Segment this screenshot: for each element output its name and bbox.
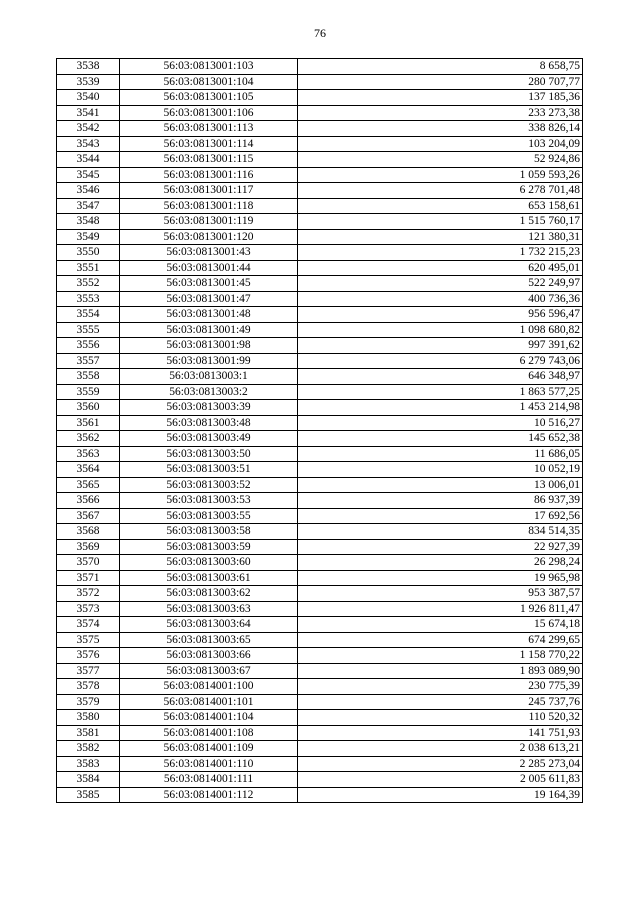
cadastral-value-cell: 10 516,27 [298,415,583,431]
cadastral-value-cell: 1 893 089,90 [298,663,583,679]
cadastral-value-cell: 620 495,01 [298,260,583,276]
row-number-cell: 3557 [57,353,120,369]
cadastral-value-cell: 17 692,56 [298,508,583,524]
table-row [57,539,583,555]
cadastral-number-cell: 56:03:0813001:98 [120,338,298,354]
table-row [57,90,583,106]
cadastral-value-cell: 956 596,47 [298,307,583,323]
cadastral-value-cell: 1 926 811,47 [298,601,583,617]
table-row [57,586,583,602]
cadastral-value-cell: 280 707,77 [298,74,583,90]
row-number-cell: 3543 [57,136,120,152]
table-row [57,710,583,726]
cadastral-value-cell: 1 453 214,98 [298,400,583,416]
cadastral-value-cell: 338 826,14 [298,121,583,137]
cadastral-value-cell: 1 515 760,17 [298,214,583,230]
cadastral-value-cell: 674 299,65 [298,632,583,648]
table-row [57,524,583,540]
cadastral-value-cell: 15 674,18 [298,617,583,633]
cadastral-value-cell: 245 737,76 [298,694,583,710]
cadastral-number-cell: 56:03:0813003:39 [120,400,298,416]
cadastral-value-cell: 121 380,31 [298,229,583,245]
row-number-cell: 3570 [57,555,120,571]
cadastral-number-cell: 56:03:0813001:44 [120,260,298,276]
row-number-cell: 3567 [57,508,120,524]
cadastral-number-cell: 56:03:0813003:52 [120,477,298,493]
cadastral-value-cell: 1 732 215,23 [298,245,583,261]
cadastral-value-cell: 230 775,39 [298,679,583,695]
cadastral-value-cell: 103 204,09 [298,136,583,152]
row-number-cell: 3573 [57,601,120,617]
row-number-cell: 3552 [57,276,120,292]
table-row [57,493,583,509]
row-number-cell: 3550 [57,245,120,261]
cadastral-number-cell: 56:03:0813003:65 [120,632,298,648]
table-row [57,679,583,695]
table-row [57,570,583,586]
cadastral-value-cell: 137 185,36 [298,90,583,106]
table-row [57,477,583,493]
cadastral-value-cell: 2 005 611,83 [298,772,583,788]
cadastral-value-cell: 2 285 273,04 [298,756,583,772]
row-number-cell: 3544 [57,152,120,168]
table-row [57,167,583,183]
cadastral-number-cell: 56:03:0813001:43 [120,245,298,261]
cadastral-number-cell: 56:03:0813001:47 [120,291,298,307]
row-number-cell: 3583 [57,756,120,772]
cadastral-number-cell: 56:03:0813003:50 [120,446,298,462]
cadastral-number-cell: 56:03:0813001:120 [120,229,298,245]
table-row [57,369,583,385]
row-number-cell: 3556 [57,338,120,354]
cadastral-value-cell: 26 298,24 [298,555,583,571]
row-number-cell: 3584 [57,772,120,788]
table-row [57,384,583,400]
table-row [57,601,583,617]
table-row [57,648,583,664]
table-row [57,632,583,648]
row-number-cell: 3576 [57,648,120,664]
cadastral-value-cell: 1 059 593,26 [298,167,583,183]
cadastral-value-cell: 6 278 701,48 [298,183,583,199]
table-row [57,431,583,447]
cadastral-value-cell: 145 652,38 [298,431,583,447]
table-row [57,183,583,199]
cadastral-value-cell: 13 006,01 [298,477,583,493]
cadastral-number-cell: 56:03:0813001:104 [120,74,298,90]
table-row [57,353,583,369]
row-number-cell: 3580 [57,710,120,726]
row-number-cell: 3578 [57,679,120,695]
row-number-cell: 3545 [57,167,120,183]
cadastral-value-cell: 2 038 613,21 [298,741,583,757]
cadastral-number-cell: 56:03:0813001:45 [120,276,298,292]
cadastral-number-cell: 56:03:0813003:64 [120,617,298,633]
row-number-cell: 3541 [57,105,120,121]
cadastral-value-cell: 1 863 577,25 [298,384,583,400]
table-row [57,276,583,292]
row-number-cell: 3560 [57,400,120,416]
cadastral-number-cell: 56:03:0813001:48 [120,307,298,323]
cadastral-number-cell: 56:03:0813003:49 [120,431,298,447]
cadastral-number-cell: 56:03:0813001:103 [120,59,298,75]
table-row [57,741,583,757]
row-number-cell: 3579 [57,694,120,710]
row-number-cell: 3575 [57,632,120,648]
table-row [57,214,583,230]
cadastral-value-cell: 52 924,86 [298,152,583,168]
row-number-cell: 3559 [57,384,120,400]
cadastral-number-cell: 56:03:0813001:116 [120,167,298,183]
table-row [57,555,583,571]
cadastral-value-cell: 10 052,19 [298,462,583,478]
row-number-cell: 3572 [57,586,120,602]
row-number-cell: 3561 [57,415,120,431]
table-row [57,229,583,245]
table-row [57,725,583,741]
cadastral-value-cell: 653 158,61 [298,198,583,214]
row-number-cell: 3558 [57,369,120,385]
table-row [57,756,583,772]
cadastral-number-cell: 56:03:0814001:110 [120,756,298,772]
cadastral-value-cell: 646 348,97 [298,369,583,385]
row-number-cell: 3542 [57,121,120,137]
table-row [57,152,583,168]
table-row [57,415,583,431]
table-row [57,307,583,323]
table-row [57,105,583,121]
table-row [57,59,583,75]
cadastral-number-cell: 56:03:0813003:63 [120,601,298,617]
cadastral-value-cell: 141 751,93 [298,725,583,741]
row-number-cell: 3539 [57,74,120,90]
row-number-cell: 3551 [57,260,120,276]
cadastral-value-cell: 834 514,35 [298,524,583,540]
table-row [57,74,583,90]
table-row [57,787,583,803]
cadastral-number-cell: 56:03:0813001:119 [120,214,298,230]
table-row [57,245,583,261]
cadastral-number-cell: 56:03:0813003:59 [120,539,298,555]
table-row [57,291,583,307]
cadastral-number-cell: 56:03:0813001:49 [120,322,298,338]
row-number-cell: 3565 [57,477,120,493]
table-row [57,198,583,214]
cadastral-number-cell: 56:03:0813003:61 [120,570,298,586]
row-number-cell: 3546 [57,183,120,199]
row-number-cell: 3554 [57,307,120,323]
cadastral-value-cell: 233 273,38 [298,105,583,121]
row-number-cell: 3548 [57,214,120,230]
cadastral-number-cell: 56:03:0813003:67 [120,663,298,679]
cadastral-number-cell: 56:03:0813001:115 [120,152,298,168]
table-row [57,462,583,478]
row-number-cell: 3581 [57,725,120,741]
cadastral-value-cell: 6 279 743,06 [298,353,583,369]
cadastral-number-cell: 56:03:0814001:101 [120,694,298,710]
row-number-cell: 3549 [57,229,120,245]
cadastral-number-cell: 56:03:0814001:108 [120,725,298,741]
cadastral-number-cell: 56:03:0813003:60 [120,555,298,571]
cadastral-number-cell: 56:03:0814001:112 [120,787,298,803]
cadastral-value-cell: 8 658,75 [298,59,583,75]
row-number-cell: 3553 [57,291,120,307]
row-number-cell: 3540 [57,90,120,106]
cadastral-value-cell: 997 391,62 [298,338,583,354]
row-number-cell: 3582 [57,741,120,757]
row-number-cell: 3555 [57,322,120,338]
cadastral-value-cell: 19 164,39 [298,787,583,803]
row-number-cell: 3562 [57,431,120,447]
table-row [57,663,583,679]
table-row [57,338,583,354]
cadastral-number-cell: 56:03:0813001:99 [120,353,298,369]
row-number-cell: 3564 [57,462,120,478]
cadastral-number-cell: 56:03:0813003:2 [120,384,298,400]
row-number-cell: 3568 [57,524,120,540]
table-row [57,772,583,788]
cadastral-number-cell: 56:03:0813001:113 [120,121,298,137]
row-number-cell: 3574 [57,617,120,633]
row-number-cell: 3563 [57,446,120,462]
row-number-cell: 3538 [57,59,120,75]
row-number-cell: 3547 [57,198,120,214]
page-number: 76 [314,26,326,40]
cadastral-number-cell: 56:03:0814001:100 [120,679,298,695]
table-row [57,136,583,152]
cadastral-number-cell: 56:03:0813001:118 [120,198,298,214]
cadastral-value-cell: 1 158 770,22 [298,648,583,664]
cadastral-number-cell: 56:03:0813003:66 [120,648,298,664]
cadastral-number-cell: 56:03:0813003:58 [120,524,298,540]
table-row [57,322,583,338]
cadastral-value-cell: 953 387,57 [298,586,583,602]
row-number-cell: 3569 [57,539,120,555]
table-body [57,59,583,803]
cadastral-value-cell: 1 098 680,82 [298,322,583,338]
cadastral-number-cell: 56:03:0813003:62 [120,586,298,602]
cadastral-number-cell: 56:03:0814001:104 [120,710,298,726]
cadastral-value-table [56,58,583,803]
row-number-cell: 3577 [57,663,120,679]
table-row [57,260,583,276]
cadastral-value-cell: 522 249,97 [298,276,583,292]
table-row [57,508,583,524]
cadastral-number-cell: 56:03:0813003:48 [120,415,298,431]
table-row [57,694,583,710]
cadastral-value-cell: 86 937,39 [298,493,583,509]
cadastral-value-cell: 110 520,32 [298,710,583,726]
cadastral-number-cell: 56:03:0813003:55 [120,508,298,524]
table-row [57,617,583,633]
cadastral-value-cell: 22 927,39 [298,539,583,555]
cadastral-number-cell: 56:03:0813001:106 [120,105,298,121]
cadastral-number-cell: 56:03:0813003:1 [120,369,298,385]
cadastral-value-cell: 11 686,05 [298,446,583,462]
row-number-cell: 3566 [57,493,120,509]
cadastral-number-cell: 56:03:0814001:111 [120,772,298,788]
cadastral-value-cell: 19 965,98 [298,570,583,586]
row-number-cell: 3585 [57,787,120,803]
cadastral-value-cell: 400 736,36 [298,291,583,307]
cadastral-number-cell: 56:03:0813001:117 [120,183,298,199]
cadastral-number-cell: 56:03:0813001:105 [120,90,298,106]
row-number-cell: 3571 [57,570,120,586]
cadastral-number-cell: 56:03:0813001:114 [120,136,298,152]
table-row [57,446,583,462]
cadastral-number-cell: 56:03:0813003:53 [120,493,298,509]
table-row [57,400,583,416]
cadastral-number-cell: 56:03:0813003:51 [120,462,298,478]
cadastral-number-cell: 56:03:0814001:109 [120,741,298,757]
table-row [57,121,583,137]
